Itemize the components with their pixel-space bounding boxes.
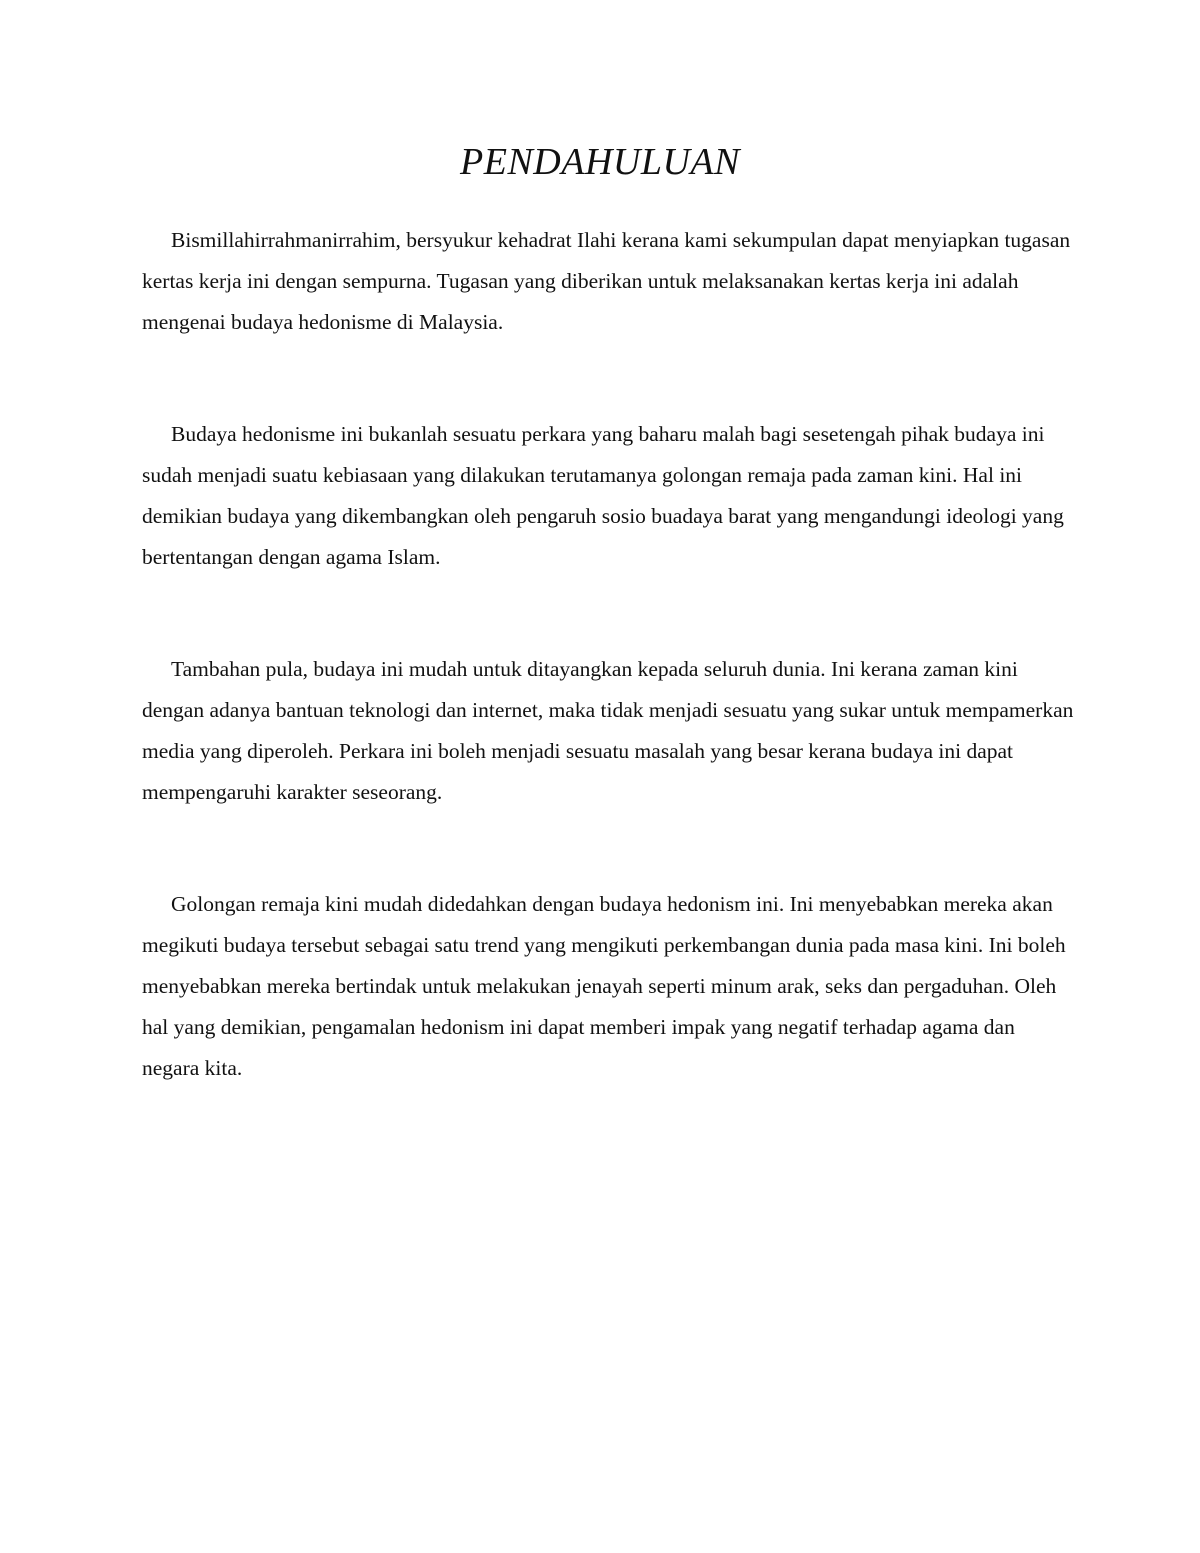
document-body <box>142 220 1077 1089</box>
paragraph-4: Golongan remaja kini mudah didedahkan dengan budaya hedonism ini. Ini menyebabkan mereka akan megikuti budaya tersebut sebagai satu trend yang mengikuti perkembangan dunia pada masa kini. Ini boleh menyebabkan mereka bertindak untuk melakukan jenayah seperti minum arak, seks dan pergaduhan. Oleh hal yang demikian, pengamalan hedonism ini dapat memberi impak yang negatif terhadap agama dan negara kita. <box>142 892 1066 1080</box>
page-title: PENDAHULUAN <box>460 141 740 183</box>
paragraph-3: Tambahan pula, budaya ini mudah untuk ditayangkan kepada seluruh dunia. Ini kerana zaman kini dengan adanya bantuan teknologi dan internet, maka tidak menjadi sesuatu yang sukar untuk mempamerkan media yang diperoleh. Perkara ini boleh menjadi sesuatu masalah yang besar kerana budaya ini dapat mempengaruhi karakter seseorang. <box>142 657 1074 804</box>
paragraph-1: Bismillahirrahmanirrahim, bersyukur kehadrat Ilahi kerana kami sekumpulan dapat menyiapkan tugasan kertas kerja ini dengan sempurna. Tugasan yang diberikan untuk melaksanakan kertas kerja ini adalah mengenai budaya hedonisme di Malaysia. <box>142 228 1071 334</box>
paragraph-2: Budaya hedonisme ini bukanlah sesuatu perkara yang baharu malah bagi sesetengah pihak budaya ini sudah menjadi suatu kebiasaan yang dilakukan terutamanya golongan remaja pada zaman kini. Hal ini demikian budaya yang dikembangkan oleh pengaruh sosio buadaya barat yang mengandungi ideologi yang bertentangan dengan agama Islam. <box>142 422 1064 569</box>
